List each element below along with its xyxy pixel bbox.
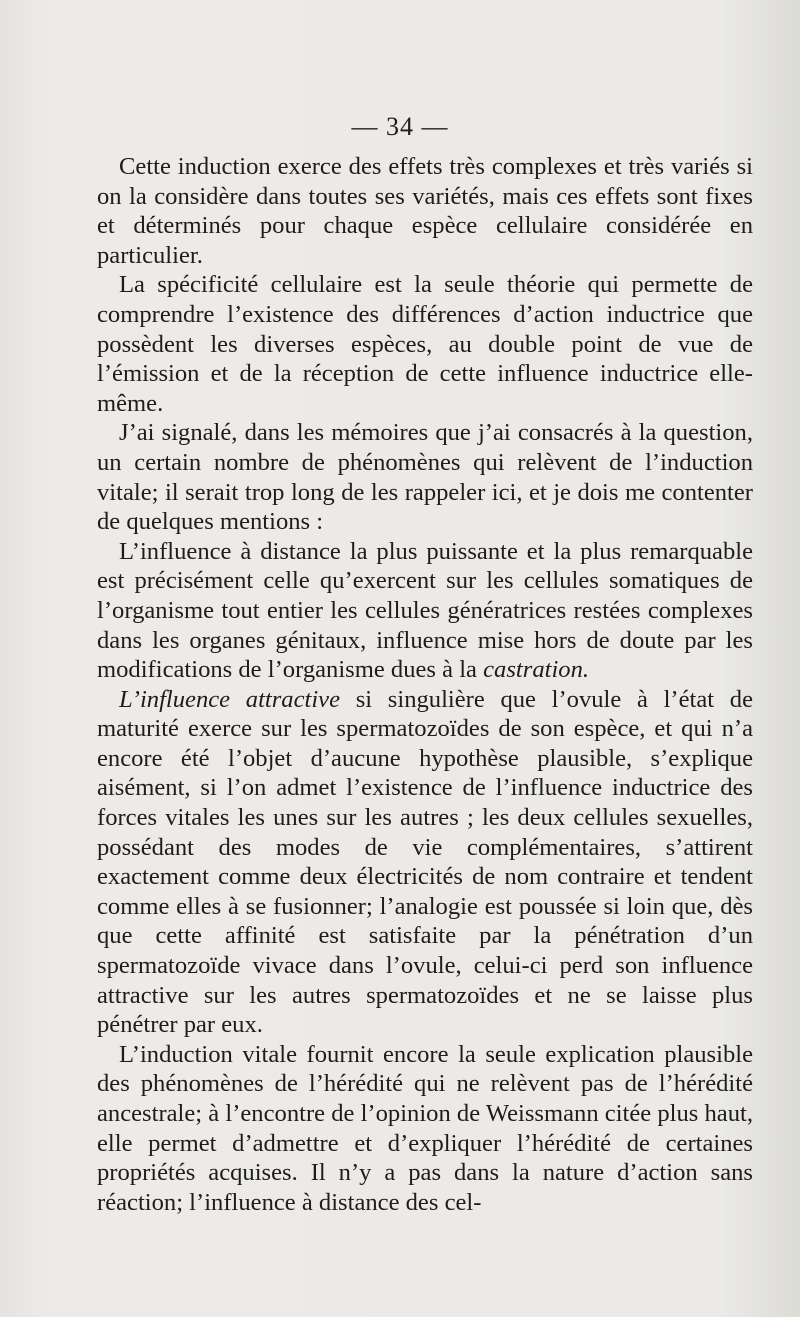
paragraph-6 xyxy=(97,1040,753,1218)
page-number: — 34 — xyxy=(351,112,449,141)
paragraph-6-text: L’induction vitale fournit encore la seule explication plausible des phénomènes de l’hérédité qui ne relèvent pas de l’hérédité ancestrale; à l’encontre de l’opinion de Weissmann citée plus haut, elle permet d’admettre et d’expliquer l’hérédité de certaines propriétés acquises. Il n’y a pas dans la nature d’action sans réaction; l’influence à distance des cel- xyxy=(97,1040,753,1216)
paragraph-5-italic-lead: L’influence attractive xyxy=(119,685,341,713)
paragraph-4 xyxy=(97,537,753,685)
paragraph-1 xyxy=(97,152,753,270)
paragraph-3 xyxy=(97,418,753,536)
paragraph-5 xyxy=(97,685,753,1040)
paragraph-4-italic: castration. xyxy=(483,656,590,684)
paragraph-3-text: J’ai signalé, dans les mémoires que j’ai consacrés à la question, un certain nombre de phénomènes qui relèvent de l’induction vitale; il serait trop long de les rappeler ici, et je dois me contenter de quelques mentions : xyxy=(97,419,753,536)
body-text xyxy=(97,152,753,1217)
paragraph-4-text: L’influence à distance la plus puissante et la plus remarquable est précisément celle qu’exercent sur les cellules somatiques de l’organisme tout entier les cellules génératrices restées complexes dans les organes génitaux, influence mise hors de doute par les modifications de l’organisme dues à la xyxy=(97,537,753,684)
paragraph-2-text: La spécificité cellulaire est la seule théorie qui permette de comprendre l’existence des différences d’action inductrice que possèdent les diverses espèces, au double point de vue de l’émission et de la réception de cette influence inductrice elle-même. xyxy=(97,271,753,417)
paragraph-1-text: Cette induction exerce des effets très complexes et très variés si on la considère dans toutes ses variétés, mais ces effets sont fixes et déterminés pour chaque espèce cellulaire considérée en particulier. xyxy=(97,153,753,269)
paragraph-2 xyxy=(97,270,753,418)
paragraph-5-text: si singulière que l’ovule à l’état de maturité exerce sur les spermatozoïdes de son espèce, et qui n’a encore été l’objet d’aucune hypothèse plausible, s’explique aisément, si l’on admet l’existence de l’influence inductrice des forces vitales les unes sur les autres ; les deux cellules sexuelles, possédant des modes de vie complémentaires, s’attirent exactement comme deux électricités de nom contraire et tendent comme elles à se fusionner; l’analogie est poussée si loin que, dès que cette affinité est satisfaite par la pénétration d’un spermatozoïde vivace dans l’ovule, celui-ci perd son influence attractive sur les autres spermatozoïdes et ne se laisse plus pénétrer par eux. xyxy=(97,685,753,1039)
